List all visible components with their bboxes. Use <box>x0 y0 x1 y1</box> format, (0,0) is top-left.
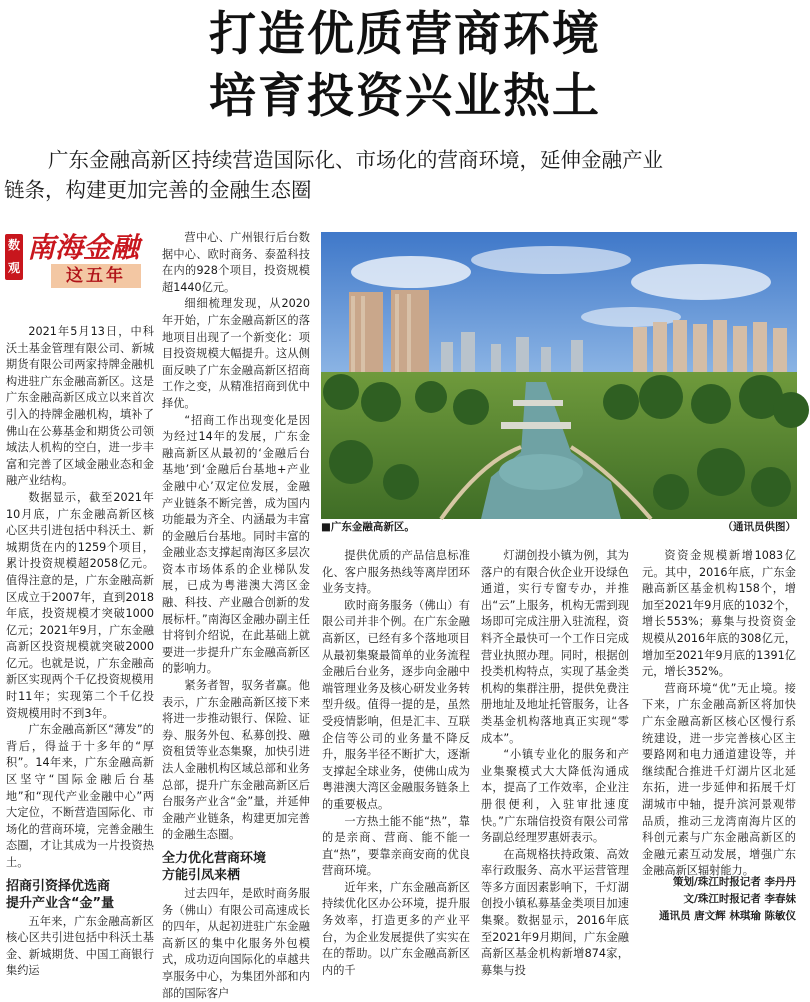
byline-line2: 文/珠江时报记者 李春妹 <box>683 893 796 905</box>
byline <box>636 874 796 925</box>
col2-paragraph: 紧务者智，驭务者赢。他表示，广东金融高新区接下来将进一步推动银行、保险、证券、服务外包、私募创投、融资租赁等业态集聚，加快引进法人金融机构区域总部和业务总部，提升广东金融高新区后台服务产业含“金”量，并延伸金融产业链条，构建更加完善的金融生态圈。 <box>162 679 310 842</box>
headline-line1: 打造优质营商环境 <box>209 7 601 62</box>
col2-paragraph: 过去四年，是欧时商务服务（佛山）有限公司高速成长的四年，从起初进驻广东金融高新区的集中化服务外包模式，成功迈向国际化的卓越共享服务中心，为集团外部和内部的国际客户 <box>162 886 310 1000</box>
column-1 <box>6 324 154 978</box>
col4-paragraph: 灯湖创投小镇为例，其为落户的有限合伙企业开设绿色通道，实行专窗专办，并推出“云”上服务，机构无需到现场即可完成注册入驻流程，资料齐全最快可一个工作日完成营业执照办理。同时，根据创投类机构特点，实现了基金类机构的集群注册，提供免费注册地址及地址托管服务，让各类基金机构落地真正实现“零成本”。 <box>481 549 629 745</box>
col3-paragraph: 一方热土能不能“热”，靠的是亲商、营商、能不能一直“热”，要靠亲商安商的优良营商环境。 <box>322 814 470 878</box>
column-2 <box>162 230 310 1000</box>
photo-credit: （通讯员供图） <box>722 521 796 533</box>
col4-paragraph: 在高规格扶持政策、高效率行政服务、高水平运营管理等多方面因素影响下，千灯湖创投小镇私募基金类项目加速集聚。数据显示，2016年底至2021年9月期间，广东金融高新区基金机构新增874家，募集与投 <box>481 847 629 977</box>
logo-title: 南海金融 <box>27 231 140 264</box>
column-5 <box>642 548 796 878</box>
subhead-line2: 链条，构建更加完善的金融生态圈 <box>4 178 312 202</box>
col2-subheading-line1: 全力优化营商环境 <box>162 850 267 866</box>
col1-subheading-line1: 招商引资择优选商 <box>6 878 111 894</box>
column-3 <box>322 548 470 977</box>
col3-paragraph: 欧时商务服务（佛山）有限公司并非个例。在广东金融高新区，已经有多个落地项目从最初集聚最简单的业务流程金融后台业务，逐步向金融中端管理业务及核心研发业务转型升级。值得一提的是，虽然受疫情影响，但是汇丰、互联企信等公司的业务量不降反升，服务半径不断扩大，逐渐支撑起全球业务，使佛山成为粤港澳大湾区金融服务链条上的重要极点。 <box>322 598 470 811</box>
col1-subheading-line2: 提升产业含“金”量 <box>6 895 115 911</box>
col2-paragraph: 细细梳理发现，从2020年开始，广东金融高新区的落地项目出现了一个新变化：项目投资规模大幅提升。这从侧面反映了广东金融高新区招商工作之变，从精准招商到优中择优。 <box>162 297 310 410</box>
col2-subheading <box>162 850 310 884</box>
column-4 <box>481 548 629 977</box>
photo-financial-district <box>321 232 797 519</box>
col4-paragraph: “小镇专业化的服务和产业集聚模式大大降低沟通成本，提高了工作效率，企业注册很便利，入驻审批速度快。”广东瑞信投资有限公司常务副总经理罗惠妍表示。 <box>481 748 629 845</box>
col1-paragraph: 数据显示，截至2021年10月底，广东金融高新区核心区共引进包括中科沃土、新城期货在内的1259个项目，累计投资规模超2058亿元。值得注意的是，广东金融高新区成立于2007年，直到2018年底，投资规模才突破1000亿元；2021年9月，广东金融高新区投资规模就突破2000亿元。也就是说，广东金融高新区实现两个千亿投资规模用时11年；实现第二个千亿投资规模用时不到3年。 <box>6 490 154 720</box>
logo-badge-top: 数 <box>7 238 20 252</box>
column-logo <box>5 231 155 294</box>
headline-line2: 培育投资兴业热土 <box>209 69 601 124</box>
byline-line3: 通讯员 唐文辉 林琪瑜 陈敏仪 <box>659 910 796 922</box>
col1-paragraph: 五年来，广东金融高新区核心区共引进包括中科沃土基金、新城期货、中国工商银行集约运 <box>6 914 154 978</box>
col3-paragraph: 近年来，广东金融高新区持续优化区办公环境，提升服务效率，打造更多的产业平台，为企业发展提供了实实在在的帮助。以广东金融高新区内的千 <box>322 880 470 977</box>
col2-paragraph: “招商工作出现变化是因为经过14年的发展，广东金融高新区从最初的‘金融后台基地’到‘金融后台基地+产业金融中心’双定位发展，金融产业链条不断完善，成为国内功能最为齐全、内涵最为丰富的金融后台基地。同时丰富的金融业态支撑起南海区多层次资本市场体系的企业梯队发展，已成为粤港澳大湾区金融、科技、产业融合创新的发展标杆。”南海区金融办副主任甘将钊介绍说，在此基础上就要进一步提升广东金融高新区的影响力。 <box>162 413 310 676</box>
photo-illustration <box>321 232 797 519</box>
photo-caption: ■广东金融高新区。 <box>321 521 415 533</box>
logo-badge <box>5 234 23 280</box>
logo-subtitle: 这五年 <box>51 264 141 288</box>
subhead-line1: 广东金融高新区持续营造国际化、市场化的营商环境，延伸金融产业 <box>48 148 663 172</box>
byline-line1: 策划/珠江时报记者 李丹丹 <box>673 876 796 888</box>
col5-paragraph: 营商环境“优”无止境。接下来，广东金融高新区将加快广东金融高新区核心区慢行系统建设，进一步完善核心区主要路网和电力通道建设等，并继续配合推进千灯湖片区北延东拓，进一步延伸和拓展千灯湖城市中轴，提升滨河景观带品质，推动三龙湾南海片区的科创元素与广东金融高新区的金融元素互动发展，增强广东金融高新区辐射能力。 <box>642 681 796 878</box>
col1-subheading <box>6 878 154 912</box>
logo-badge-bottom: 观 <box>7 261 20 275</box>
col2-subheading-line2: 方能引凤来栖 <box>162 867 241 883</box>
col1-paragraph: 广东金融高新区“薄发”的背后，得益于十多年的“厚积”。14年来，广东金融高新区坚守“国际金融后台基地”和“现代产业金融中心”两大定位，不断营造国际化、市场化的营商环境，完善金融生态圈，才让其成为一片投资热土。 <box>6 723 154 869</box>
col2-paragraph: 营中心、广州银行后台数据中心、欧时商务、泰盈科技在内的928个项目，投资规模超1440亿元。 <box>162 231 310 294</box>
col1-paragraph: 2021年5月13日，中科沃土基金管理有限公司、新城期货有限公司两家持牌金融机构进驻广东金融高新区。这是广东金融高新区成立以来首次引入的持牌金融机构，填补了佛山在公募基金和期货公司领域法人机构的空白，进一步丰富和完善了区域金融业态和金融产业结构。 <box>6 325 154 488</box>
col3-paragraph: 提供优质的产品信息标准化、客户服务热线等离岸团环业务支持。 <box>322 549 470 596</box>
col5-paragraph: 资资金规模新增1083亿元。其中，2016年底，广东金融高新区基金机构158个，增加至2021年9月底的1032个，增长553%；募集与投资资金规模从2016年底的308亿元，增加至2021年9月底的1391亿元，增长352%。 <box>642 549 796 679</box>
